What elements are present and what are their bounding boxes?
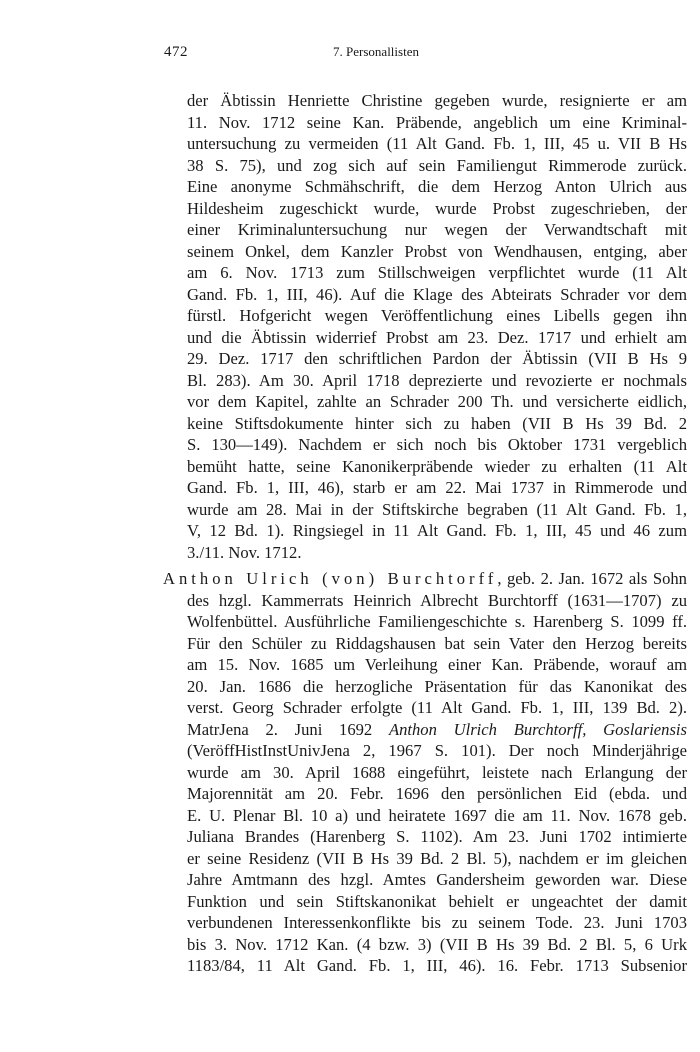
text-line: Bl. 283). Am 30. April 1718 deprezierte und revozierte er nochmals <box>187 370 687 390</box>
text-line: S. 130—149). Nachdem er sich noch bis Oktober 1731 vergeblich <box>187 435 687 454</box>
text-line: Majorennität am 20. Febr. 1696 den persönlichen Eid (ebda. und <box>187 784 687 803</box>
text-line: 11. Nov. 1712 seine Kan. Präbende, angeblich um eine Kriminal- <box>187 112 687 132</box>
text-line: am 6. Nov. 1713 zum Stillschweigen verpflichtet wurde (11 Alt <box>187 263 687 282</box>
text-line: E. U. Plenar Bl. 10 a) und heiratete 1697 die am 11. Nov. 1678 geb. <box>187 805 687 825</box>
text-line: verbundenen Interessenkonflikte bis zu seinem Tode. 23. Juni 1703 <box>187 913 687 932</box>
text-line: untersuchung zu vermeiden (11 Alt Gand. Fb. 1, III, 45 u. VII B Hs <box>187 134 687 153</box>
entry-first-line-rest: , geb. 2. Jan. 1672 als Sohn <box>497 569 687 588</box>
text-line: wurde am 30. April 1688 eingeführt, leistete nach Erlangung der <box>187 762 687 782</box>
text-line: er seine Residenz (VII B Hs 39 Bd. 2 Bl. 5), nachdem er im gleichen <box>187 848 687 868</box>
text-line: und die Äbtissin widerrief Probst am 23. Dez. 1717 und erhielt am <box>187 327 687 347</box>
text-line: MatrJena 2. Juni 1692 Anthon Ulrich Burchtorff, Goslariensis <box>187 719 687 739</box>
text-line: keine Stiftsdokumente hinter sich zu haben (VII B Hs 39 Bd. 2 <box>187 413 687 433</box>
text-line: fürstl. Hofgericht wegen Veröffentlichung eines Libells gegen ihn <box>187 306 687 325</box>
body-text <box>163 90 687 977</box>
entry-continuation <box>163 90 687 563</box>
text-line: Juliana Brandes (Harenberg S. 1102). Am 23. Juni 1702 intimierte <box>187 827 687 846</box>
text-line: der Äbtissin Henriette Christine gegeben wurde, resignierte er am <box>187 91 687 110</box>
text-line: V, 12 Bd. 1). Ringsiegel in 11 Alt Gand. Fb. 1, III, 45 und 46 zum <box>187 521 687 540</box>
text-line: Für den Schüler zu Riddagshausen bat sein Vater den Herzog bereits <box>187 633 687 653</box>
text-line: 20. Jan. 1686 die herzogliche Präsentation für das Kanonikat des <box>187 676 687 696</box>
text-line: Hildesheim zugeschickt wurde, wurde Probst zugeschrieben, der <box>187 198 687 218</box>
text-line: Gand. Fb. 1, III, 46). Auf die Klage des Abteirats Schrader vor dem <box>187 284 687 304</box>
text-line: (VeröffHistInstUnivJena 2, 1967 S. 101). Der noch Minderjährige <box>187 741 687 760</box>
text-line: verst. Georg Schrader erfolgte (11 Alt Gand. Fb. 1, III, 139 Bd. 2). <box>187 698 687 717</box>
text-line: Gand. Fb. 1, III, 46), starb er am 22. Mai 1737 in Rimmerode und <box>187 478 687 497</box>
text-line: 1183/84, 11 Alt Gand. Fb. 1, III, 46). 16. Febr. 1713 Subsenior <box>187 956 687 975</box>
entry-first-line <box>163 568 687 590</box>
entry-name: Anthon Ulrich (von) Burchtorff <box>163 569 498 588</box>
text-line: bis 3. Nov. 1712 Kan. (4 bzw. 3) (VII B Hs 39 Bd. 2 Bl. 5, 6 Urk <box>187 934 687 954</box>
italic-name: Anthon Ulrich Burchtorff, Goslariensis <box>388 719 687 739</box>
text-line: des hzgl. Kammerrats Heinrich Albrecht Burchtorff (1631—1707) zu <box>187 590 687 610</box>
page-number: 472 <box>164 44 188 60</box>
text-line: wurde am 28. Mai in der Stiftskirche begraben (11 Alt Gand. Fb. 1, <box>187 499 687 519</box>
text-line: am 15. Nov. 1685 um Verleihung einer Kan. Präbende, worauf am <box>187 655 687 674</box>
text-line: Eine anonyme Schmähschrift, die dem Herzog Anton Ulrich aus <box>187 177 687 196</box>
text-line: bemüht hatte, seine Kanonikerpräbende wieder zu erhalten (11 Alt <box>187 456 687 476</box>
text-line: vor dem Kapitel, zahlte an Schrader 200 Th. und versicherte eidlich, <box>187 392 687 411</box>
text-line: Jahre Amtmann des hzgl. Amtes Gandersheim geworden war. Diese <box>187 870 687 889</box>
text-line: 38 S. 75), und zog sich auf sein Familiengut Rimmerode zurück. <box>187 155 687 175</box>
entry-burchtorff <box>163 568 687 977</box>
running-head: 7. Personallisten <box>333 44 419 59</box>
text-line: seinem Onkel, dem Kanzler Probst von Wendhausen, entging, aber <box>187 241 687 261</box>
text-line: einer Kriminaluntersuchung nur wegen der Verwandtschaft mit <box>187 220 687 239</box>
text-line: Wolfenbüttel. Ausführliche Familiengeschichte s. Harenberg S. 1099 ff. <box>187 612 687 631</box>
text-line: 29. Dez. 1717 den schriftlichen Pardon der Äbtissin (VII B Hs 9 <box>187 349 687 368</box>
text-line: Funktion und sein Stiftskanonikat behielt er ungeachtet der damit <box>187 891 687 911</box>
text-line: 3./11. Nov. 1712. <box>187 542 302 562</box>
